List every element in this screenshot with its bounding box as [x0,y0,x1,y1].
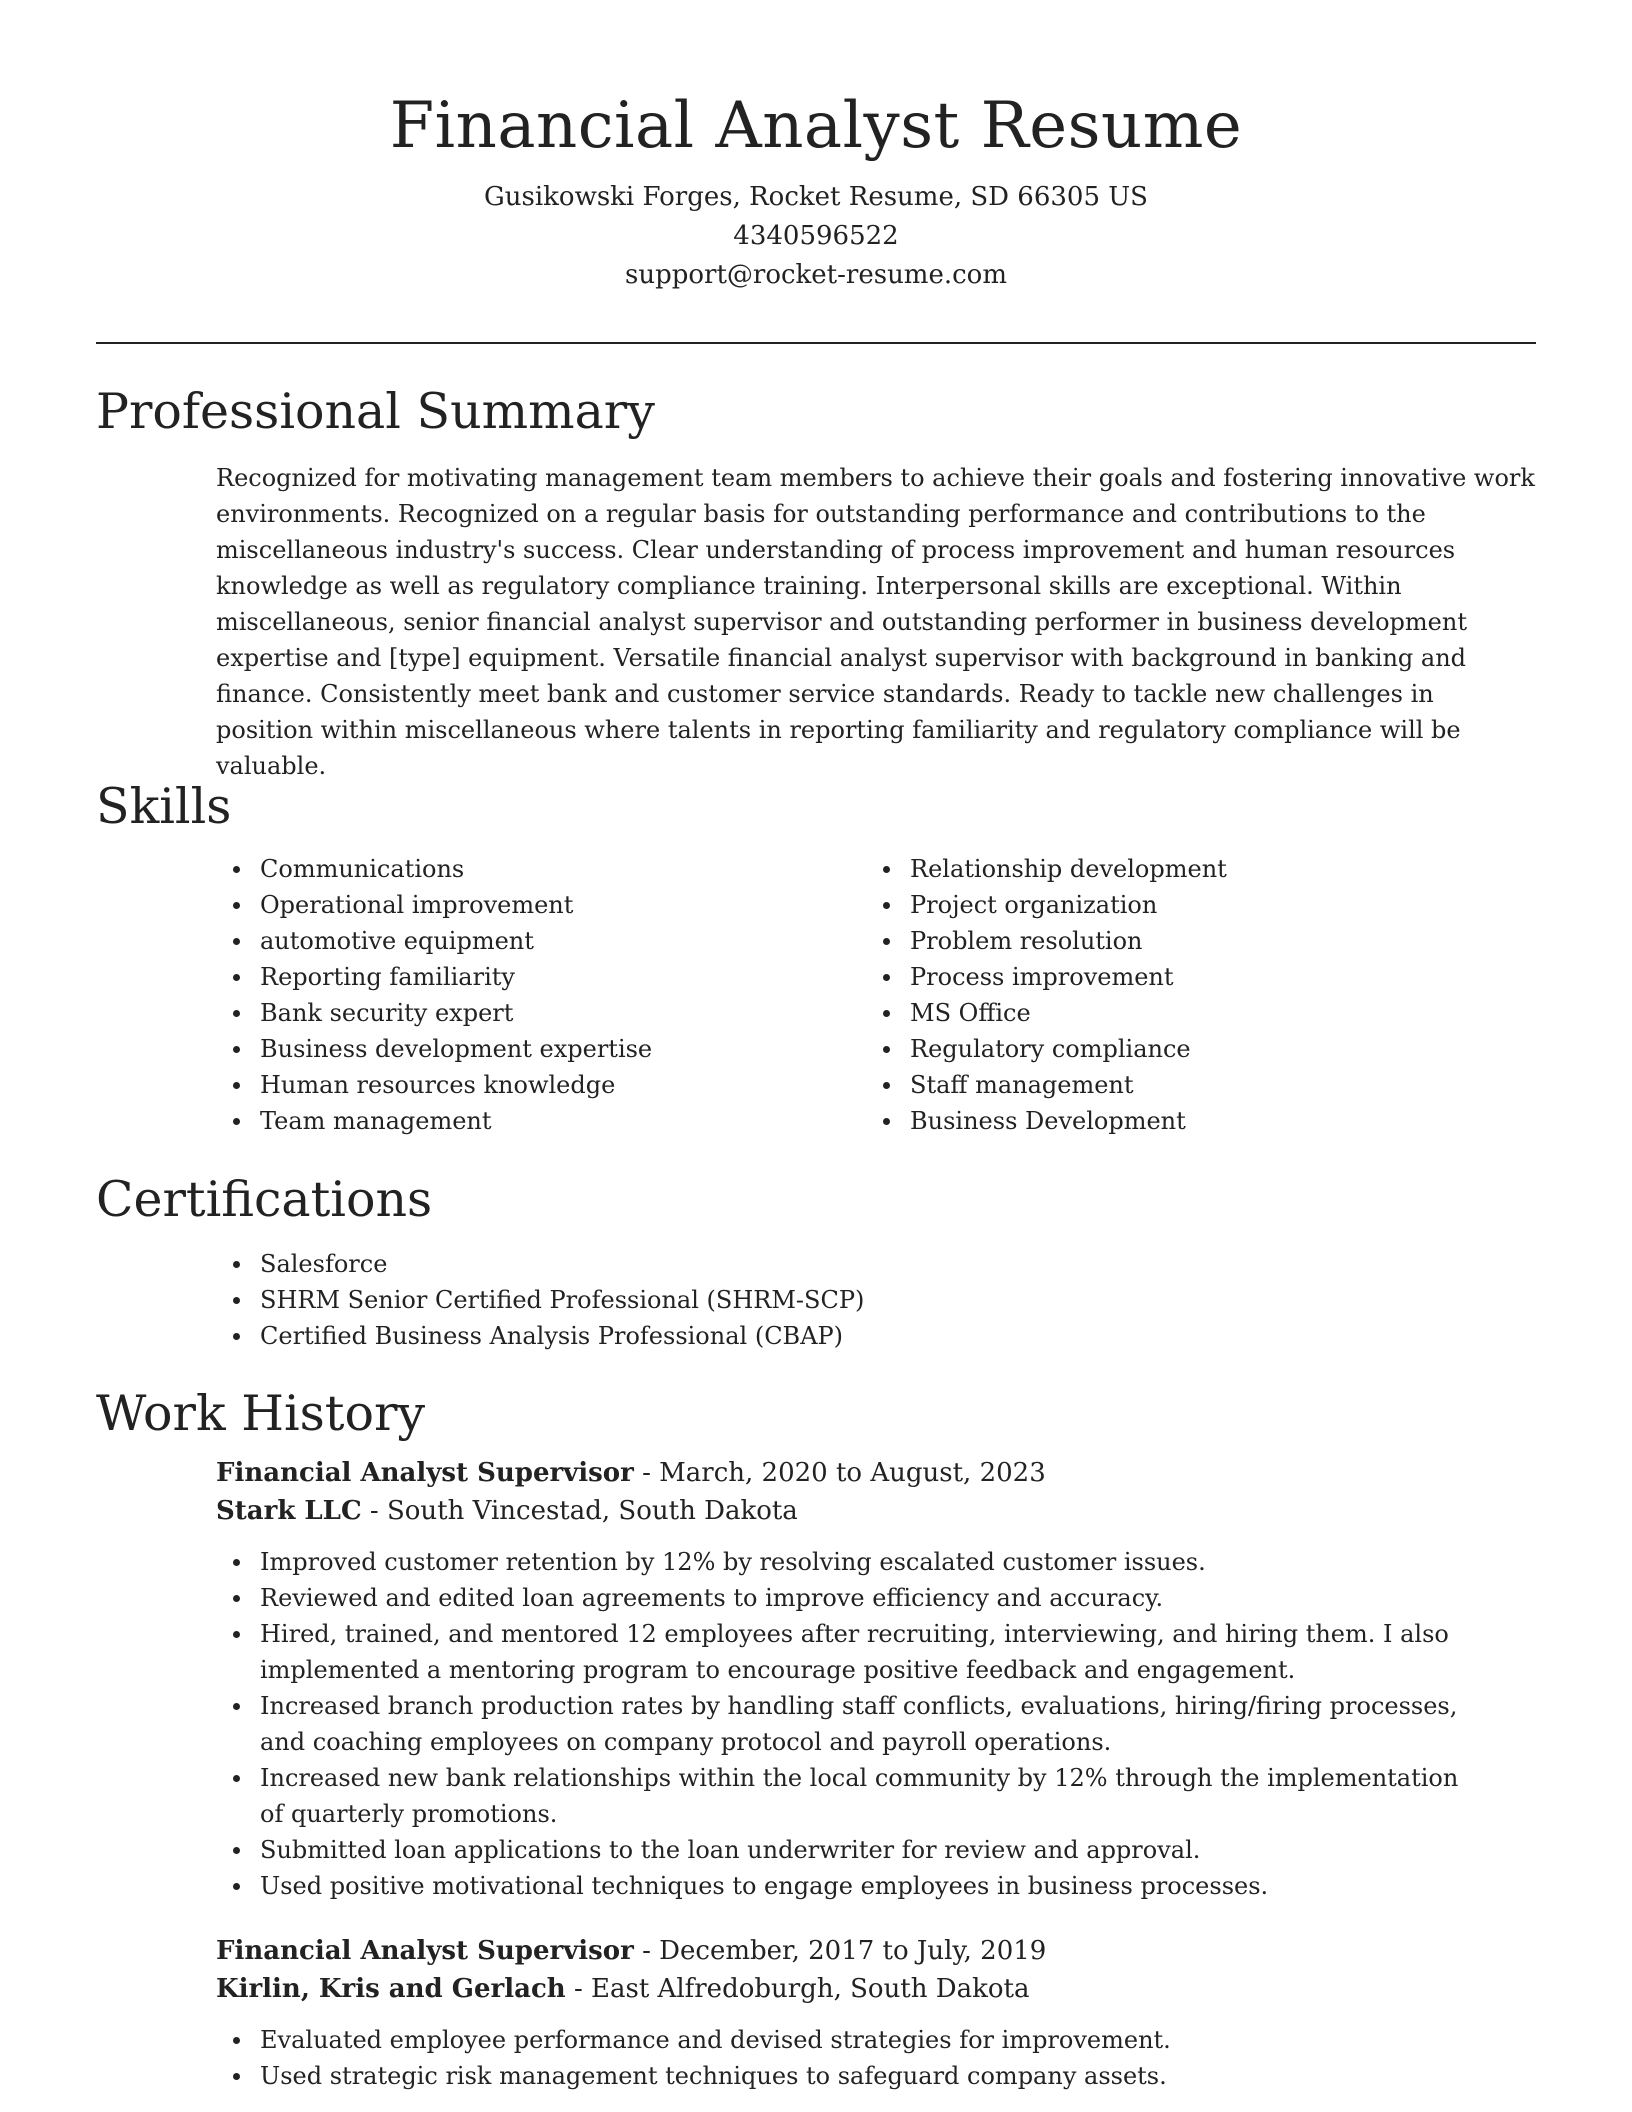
skill-item: Communications [96,851,746,887]
skill-item: Reporting familiarity [96,959,746,995]
job-company: Stark LLC [216,1496,362,1526]
job-company: Kirlin, Kris and Gerlach [216,1974,566,2004]
skill-item: Regulatory compliance [746,1031,1396,1067]
skills-section [96,777,1536,1139]
job-bullet: Increased new bank relationships within the local community by 12% through the implementation of quarterly promotions. [96,1760,1460,1832]
skill-item: automotive equipment [96,923,746,959]
skill-item: Problem resolution [746,923,1396,959]
job-bullet: Improved customer retention by 12% by resolving escalated customer issues. [96,1544,1460,1580]
job-location: - South Vincestad, South Dakota [361,1496,798,1526]
skills-list-right [746,851,1396,1139]
job-bullet: Evaluated employee performance and devised strategies for improvement. [96,2022,1460,2058]
job-bullet-list [96,2022,1536,2094]
certifications-list [96,1246,1536,1354]
skill-item: Business development expertise [96,1031,746,1067]
skill-item: Staff management [746,1067,1396,1103]
job-title-line [216,1454,1536,1492]
job-bullet: Reviewed and edited loan agreements to improve efficiency and accuracy. [96,1580,1460,1616]
job-entry [216,1454,1536,1904]
certifications-section [96,1170,1536,1354]
skill-item: Relationship development [746,851,1396,887]
skill-item: Human resources knowledge [96,1067,746,1103]
certification-item: SHRM Senior Certified Professional (SHRM-SCP) [96,1282,1536,1318]
summary-heading: Professional Summary [96,383,655,440]
job-dates: - March, 2020 to August, 2023 [633,1458,1046,1488]
job-location: - East Alfredoburgh, South Dakota [565,1974,1030,2004]
job-company-line [216,1492,1536,1530]
summary-section [96,382,1536,784]
skills-heading: Skills [96,778,232,835]
job-title-line [216,1932,1536,1970]
skill-item: MS Office [746,995,1396,1031]
skill-item: Operational improvement [96,887,746,923]
job-company-line [216,1970,1536,2008]
summary-text: Recognized for motivating management team members to achieve their goals and fostering innovative work environments. Recognized on a regular basis for outstanding performance and contributions to the miscellaneous industry's success. Clear understanding of process improvement and human resources knowledge as well as regulatory compliance training. Interpersonal skills are exceptional. Within miscellaneous, senior financial analyst supervisor and outstanding performer in business development expertise and [type] equipment. Versatile financial analyst supervisor with background in banking and finance. Consistently meet bank and customer service standards. Ready to tackle new challenges in position within miscellaneous where talents in reporting familiarity and regulatory compliance will be valuable. [216,464,1535,780]
job-bullet-list [96,1544,1536,1904]
certification-item: Salesforce [96,1246,1536,1282]
certification-item: Certified Business Analysis Professional (CBAP) [96,1318,1536,1354]
contact-block [0,178,1632,295]
job-bullet: Used strategic risk management techniques to safeguard company assets. [96,2058,1460,2094]
certifications-heading: Certifications [96,1171,433,1228]
job-bullet: Hired, trained, and mentored 12 employees after recruiting, interviewing, and hiring them. I also implemented a mentoring program to encourage positive feedback and engagement. [96,1616,1460,1688]
job-dates: - December, 2017 to July, 2019 [633,1936,1047,1966]
job-entry [216,1932,1536,2094]
work-history-section [96,1384,1536,2094]
job-title: Financial Analyst Supervisor [216,1458,634,1488]
skills-columns [96,851,1536,1139]
resume-title: Financial Analyst Resume [389,89,1243,163]
contact-phone: 4340596522 [733,221,899,251]
skill-item: Project organization [746,887,1396,923]
skills-list-left [96,851,746,1139]
work-history-heading: Work History [96,1385,426,1442]
header-divider [96,342,1536,344]
job-title: Financial Analyst Supervisor [216,1936,634,1966]
job-bullet: Increased branch production rates by handling staff conflicts, evaluations, hiring/firing processes, and coaching employees on company protocol and payroll operations. [96,1688,1460,1760]
contact-email[interactable]: support@rocket-resume.com [624,260,1007,290]
job-bullet: Submitted loan applications to the loan underwriter for review and approval. [96,1832,1460,1868]
skill-item: Team management [96,1103,746,1139]
skill-item: Bank security expert [96,995,746,1031]
resume-header [0,0,1632,295]
job-bullet: Used positive motivational techniques to engage employees in business processes. [96,1868,1460,1904]
contact-address: Gusikowski Forges, Rocket Resume, SD 66305 US [483,182,1148,212]
skill-item: Business Development [746,1103,1396,1139]
skill-item: Process improvement [746,959,1396,995]
